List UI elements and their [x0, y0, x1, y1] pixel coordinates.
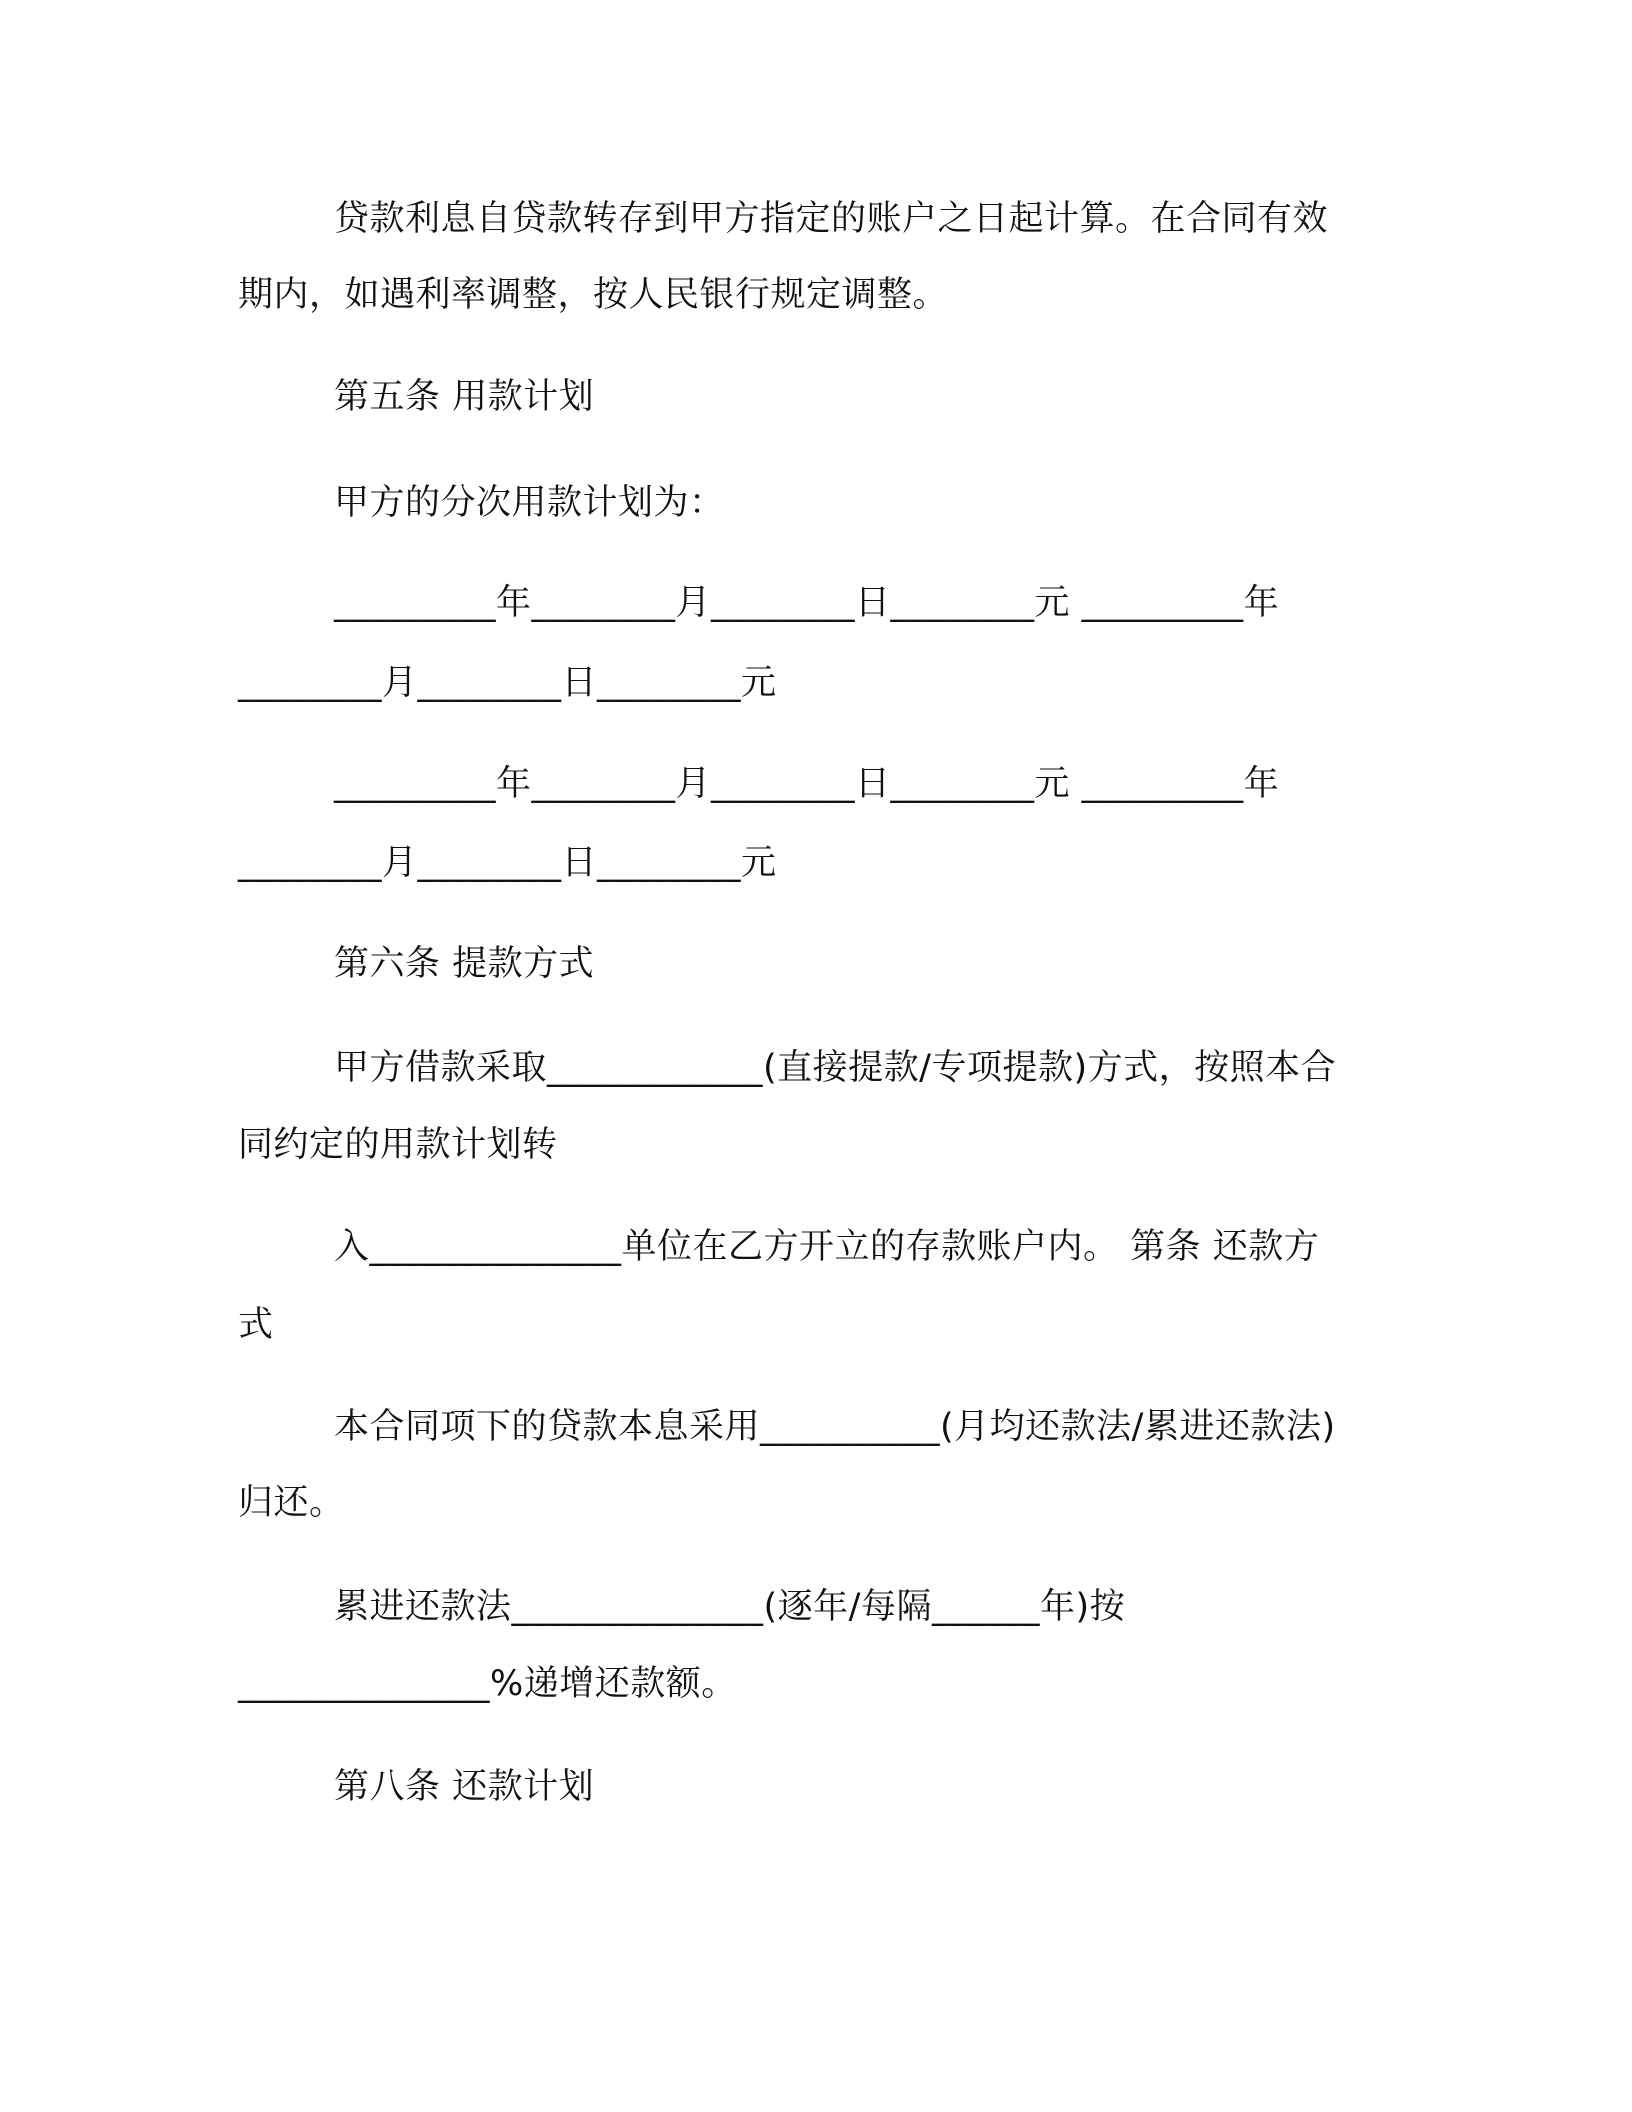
heading-article-6: 第六条 提款方式 — [334, 944, 595, 984]
paragraph-repayment-method: 本合同项下的贷款本息采用__________(月均还款法/累进还款法) — [334, 1407, 1336, 1447]
drawdown-plan-row-1-cont: ________月________日________元 — [238, 663, 777, 703]
paragraph-withdrawal-method-cont: 同约定的用款计划转 — [238, 1125, 558, 1165]
paragraph-drawdown-plan-intro: 甲方的分次用款计划为： — [334, 483, 725, 523]
paragraph-interest-calculation-cont: 期内，如遇利率调整，按人民银行规定调整。 — [238, 275, 949, 315]
paragraph-deposit-account-cont: 式 — [238, 1305, 274, 1345]
paragraph-deposit-account: 入______________单位在乙方开立的存款账户内。 第条 还款方 — [334, 1227, 1320, 1267]
paragraph-progressive-repayment: 累进还款法______________(逐年/每隔______年)按 — [334, 1587, 1126, 1627]
heading-article-5: 第五条 用款计划 — [334, 377, 595, 417]
paragraph-progressive-repayment-cont: ______________%递增还款额。 — [238, 1664, 737, 1704]
drawdown-plan-row-2-cont: ________月________日________元 — [238, 843, 777, 883]
heading-article-8: 第八条 还款计划 — [334, 1767, 595, 1807]
paragraph-interest-calculation: 贷款利息自贷款转存到甲方指定的账户之日起计算。在合同有效 — [334, 199, 1329, 239]
drawdown-plan-row-1: _________年________月________日________元 _________年 — [334, 583, 1280, 623]
paragraph-withdrawal-method: 甲方借款采取____________(直接提款/专项提款)方式，按照本合 — [334, 1048, 1337, 1088]
drawdown-plan-row-2: _________年________月________日________元 _________年 — [334, 764, 1280, 804]
paragraph-repayment-method-cont: 归还。 — [238, 1483, 345, 1523]
